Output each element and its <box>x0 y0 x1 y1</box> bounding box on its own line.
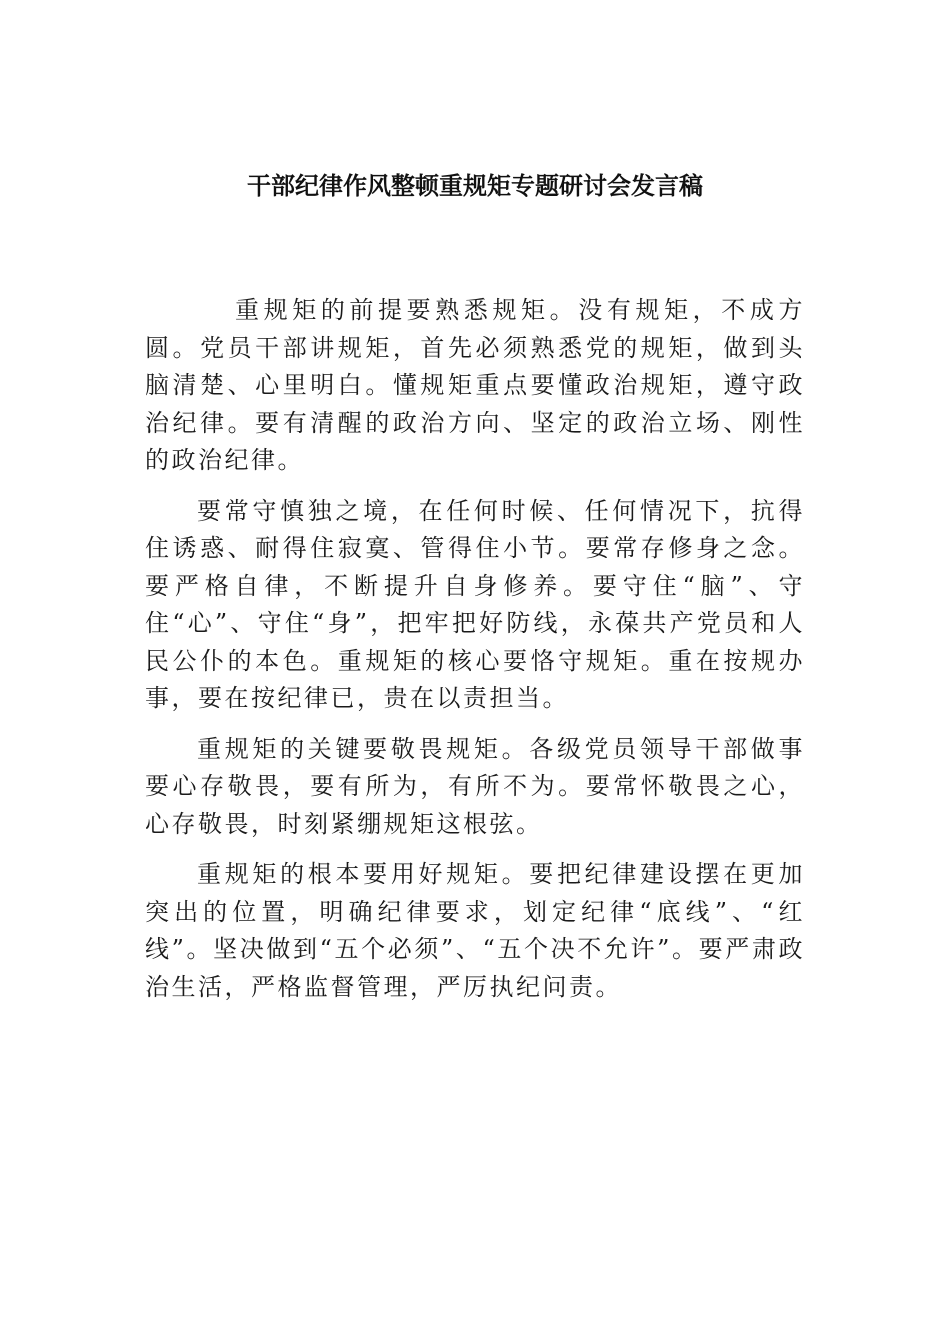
paragraph-1: 重规矩的前提要熟悉规矩。没有规矩，不成方圆。党员干部讲规矩，首先必须熟悉党的规矩，做到头脑清楚、心里明白。懂规矩重点要懂政治规矩，遵守政治纪律。要有清醒的政治方向、坚定的政治立场、刚性的政治纪律。 <box>145 296 805 474</box>
paragraph-3: 重规矩的关键要敬畏规矩。各级党员领导干部做事要心存敬畏，要有所为，有所不为。要常怀敬畏之心，心存敬畏，时刻紧绷规矩这根弦。 <box>145 734 805 838</box>
paragraph-4: 重规矩的根本要用好规矩。要把纪律建设摆在更加突出的位置，明确纪律要求，划定纪律“底线”、“红线”。坚决做到“五个必须”、“五个决不允许”。要严肃政治生活，严格监督管理，严厉执纪问责。 <box>145 860 805 1001</box>
document-title: 干部纪律作风整顿重规矩专题研讨会发言稿 <box>247 171 703 200</box>
document-body <box>145 292 805 1019</box>
paragraph-2: 要常守慎独之境，在任何时候、任何情况下，抗得住诱惑、耐得住寂寞、管得住小节。要常存修身之念。要严格自律，不断提升自身修养。要守住“脑”、守住“心”、守住“身”，把牢把好防线，永葆共产党员和人民公仆的本色。重规矩的核心要恪守规矩。重在按规办事，要在按纪律已，贵在以责担当。 <box>145 496 805 712</box>
